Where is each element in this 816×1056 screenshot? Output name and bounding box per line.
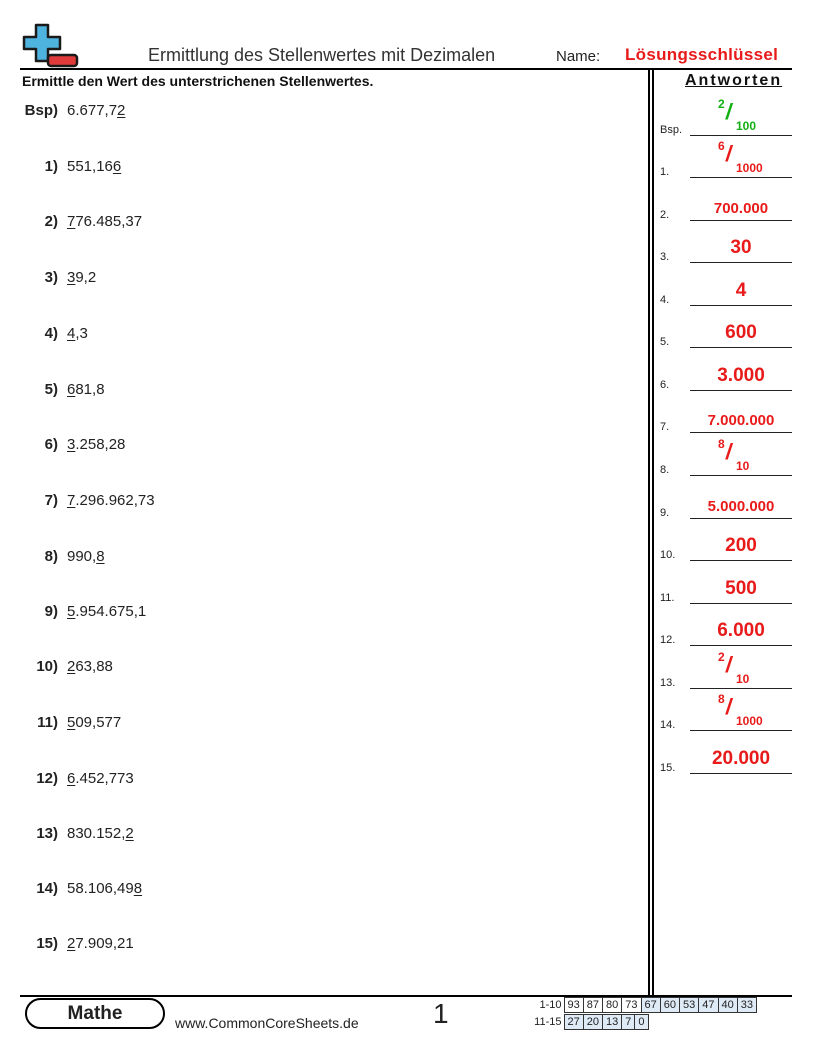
header-rule — [20, 68, 792, 70]
fraction-denominator: 10 — [736, 459, 750, 473]
value-after: 63,88 — [75, 658, 113, 675]
underlined-digit: 5 — [67, 603, 76, 620]
fraction-denominator: 10 — [736, 672, 750, 686]
problem-number: 3) — [44, 269, 58, 286]
name-label: Name: — [556, 48, 601, 65]
problem-value — [67, 269, 96, 286]
underlined-digit: 6 — [67, 381, 76, 398]
problem-number: 5) — [44, 381, 58, 398]
score-cell: 0 — [635, 1015, 648, 1030]
underlined-digit: 2 — [117, 102, 126, 119]
answer-1 — [660, 136, 792, 178]
instructions: Ermittle den Wert des unterstrichenen Stellenwertes. — [22, 73, 374, 89]
score-cell: 93 — [564, 998, 583, 1013]
value-before: 990, — [67, 548, 97, 565]
fraction-answer — [718, 692, 778, 728]
answer-13 — [660, 647, 792, 689]
underlined-digit: 5 — [67, 714, 76, 731]
answer-label: 11. — [660, 592, 675, 604]
answer-label: 6. — [660, 379, 670, 391]
score-cell: 7 — [622, 1015, 635, 1030]
problem-value — [67, 325, 88, 342]
score-cell: 47 — [699, 998, 718, 1013]
fraction-answer — [718, 650, 778, 686]
score-cell: 87 — [583, 998, 602, 1013]
problem-number: 14) — [36, 880, 58, 897]
score-cell: 20 — [583, 1015, 602, 1030]
answer-label: 15. — [660, 762, 676, 774]
underlined-digit: 7 — [67, 213, 76, 230]
problem-number: 13) — [36, 825, 58, 842]
score-cell: 67 — [641, 998, 660, 1013]
answer-label: 2. — [660, 209, 670, 221]
answer-label: 4. — [660, 294, 670, 306]
score-cell: 60 — [660, 998, 679, 1013]
fraction-denominator: 100 — [736, 119, 757, 133]
problem-value — [67, 492, 155, 509]
answer-value: 500 — [725, 578, 757, 599]
value-before: 6.677,7 — [67, 102, 118, 119]
score-row-label: 1-10 — [539, 999, 562, 1011]
value-after: .452,773 — [75, 770, 134, 787]
answer-8 — [660, 434, 792, 476]
answer-12 — [660, 604, 792, 646]
fraction-numerator: 2 — [718, 650, 725, 664]
problem-number: 8) — [44, 548, 58, 565]
logo-icon — [22, 23, 80, 69]
underlined-digit: 2 — [125, 825, 134, 842]
underlined-digit: 6 — [67, 770, 76, 787]
answer-label: 12. — [660, 634, 676, 646]
problem-value — [67, 880, 142, 897]
answer-4 — [660, 264, 792, 306]
example-answer — [660, 94, 792, 136]
answer-5 — [660, 306, 792, 348]
problem-value — [67, 102, 125, 119]
answer-value: 200 — [725, 535, 757, 556]
answer-value: 4 — [735, 280, 747, 301]
answer-label: 8. — [660, 464, 670, 476]
fraction-answer — [718, 97, 778, 133]
answer-line — [690, 730, 792, 731]
value-after: 81,8 — [75, 381, 105, 398]
underlined-digit: 6 — [112, 158, 122, 175]
answer-10 — [660, 519, 792, 561]
answer-11 — [660, 562, 792, 604]
score-table-11-15 — [530, 1014, 649, 1030]
value-before: 58.106,49 — [67, 880, 134, 897]
answer-key-label: Lösungsschlüssel — [625, 45, 779, 64]
answer-6 — [660, 349, 792, 391]
value-after: 09,577 — [75, 714, 122, 731]
problem-value — [67, 714, 121, 731]
score-cell: 80 — [603, 998, 622, 1013]
problem-number: 4) — [44, 325, 58, 342]
fraction-slash: / — [724, 99, 734, 124]
value-after: 76.485,37 — [75, 213, 143, 230]
problem-number: 1) — [44, 158, 58, 175]
value-after: .258,28 — [75, 436, 126, 453]
fraction-slash: / — [724, 439, 734, 464]
problem-number: 2) — [44, 213, 58, 230]
answer-value: 600 — [725, 322, 757, 343]
page-title: Ermittlung des Stellenwertes mit Dezimalen — [148, 45, 496, 65]
problem-number: 15) — [36, 935, 58, 952]
fraction-slash: / — [724, 141, 734, 166]
score-cell: 27 — [564, 1015, 583, 1030]
answer-label: 7. — [660, 421, 670, 433]
problem-number: 9) — [44, 603, 58, 620]
answer-value: 700.000 — [713, 200, 769, 217]
problem-value — [67, 770, 134, 787]
problem-value — [67, 825, 134, 842]
column-divider — [648, 69, 654, 996]
problem-value — [67, 658, 113, 675]
fraction-denominator: 1000 — [736, 714, 763, 728]
answer-line — [690, 475, 792, 476]
underlined-digit: 4 — [67, 325, 76, 342]
answer-9 — [660, 477, 792, 519]
answer-line — [690, 262, 792, 263]
underlined-digit: 8 — [96, 548, 105, 565]
answer-value: 6.000 — [717, 620, 765, 641]
value-after: 7.909,21 — [75, 935, 134, 952]
answer-7 — [660, 391, 792, 433]
problem-number: 10) — [36, 658, 58, 675]
fraction-numerator: 2 — [718, 97, 725, 111]
underlined-digit: 3 — [67, 269, 76, 286]
answer-label: Bsp. — [660, 124, 683, 136]
score-cell: 33 — [737, 998, 756, 1013]
underlined-digit: 3 — [67, 436, 76, 453]
answer-line — [690, 773, 792, 774]
score-cell: 13 — [603, 1015, 622, 1030]
value-before: 551,16 — [67, 158, 113, 175]
underlined-digit: 2 — [67, 935, 76, 952]
answer-line — [690, 432, 792, 433]
page-number: 1 — [433, 998, 449, 1029]
fraction-numerator: 6 — [718, 139, 725, 153]
problem-value — [67, 436, 125, 453]
site-url: www.CommonCoreSheets.de — [175, 1015, 359, 1031]
answer-label: 14. — [660, 719, 676, 731]
answer-label: 10. — [660, 549, 676, 561]
value-after: .954.675,1 — [75, 603, 147, 620]
answer-label: 1. — [660, 166, 670, 178]
underlined-digit: 7 — [67, 492, 76, 509]
problem-value — [67, 213, 142, 230]
value-after: .296.962,73 — [75, 492, 155, 509]
underlined-digit: 8 — [133, 880, 143, 897]
answer-value: 3.000 — [717, 365, 765, 386]
problem-value — [67, 603, 146, 620]
answer-value: 20.000 — [711, 748, 771, 769]
answer-line — [690, 560, 792, 561]
value-after: ,3 — [75, 325, 88, 342]
answer-line — [690, 347, 792, 348]
problem-number: Bsp) — [24, 102, 58, 119]
problem-number: 6) — [44, 436, 58, 453]
answer-value: 7.000.000 — [707, 412, 775, 429]
fraction-slash: / — [724, 652, 734, 677]
fraction-answer — [718, 437, 778, 473]
answer-line — [690, 645, 792, 646]
subject-badge: Mathe — [25, 998, 165, 1029]
fraction-numerator: 8 — [718, 692, 725, 706]
problem-value — [67, 548, 105, 565]
fraction-slash: / — [724, 694, 734, 719]
answer-line — [690, 177, 792, 178]
answer-14 — [660, 689, 792, 731]
score-table-1-10 — [530, 997, 757, 1013]
fraction-denominator: 1000 — [736, 161, 763, 175]
problem-number: 12) — [36, 770, 58, 787]
score-cell: 40 — [718, 998, 737, 1013]
score-cell: 53 — [680, 998, 699, 1013]
value-after: 9,2 — [75, 269, 97, 286]
answer-value: 5.000.000 — [707, 498, 775, 515]
answer-value: 30 — [730, 237, 752, 258]
value-before: 830.152, — [67, 825, 126, 842]
score-cell: 73 — [622, 998, 641, 1013]
problem-number: 11) — [37, 714, 58, 731]
fraction-answer — [718, 139, 778, 175]
answer-15 — [660, 732, 792, 774]
problem-number: 7) — [44, 492, 58, 509]
answer-label: 9. — [660, 507, 670, 519]
problem-value — [67, 381, 105, 398]
answers-heading: Antworten — [685, 72, 783, 89]
problem-value — [67, 158, 121, 175]
fraction-numerator: 8 — [718, 437, 725, 451]
answer-label: 13. — [660, 677, 676, 689]
answer-2 — [660, 179, 792, 221]
answer-label: 5. — [660, 336, 670, 348]
score-row-label: 11-15 — [534, 1016, 562, 1028]
answer-label: 3. — [660, 251, 670, 263]
problem-value — [67, 935, 134, 952]
underlined-digit: 2 — [67, 658, 76, 675]
answer-3 — [660, 221, 792, 263]
